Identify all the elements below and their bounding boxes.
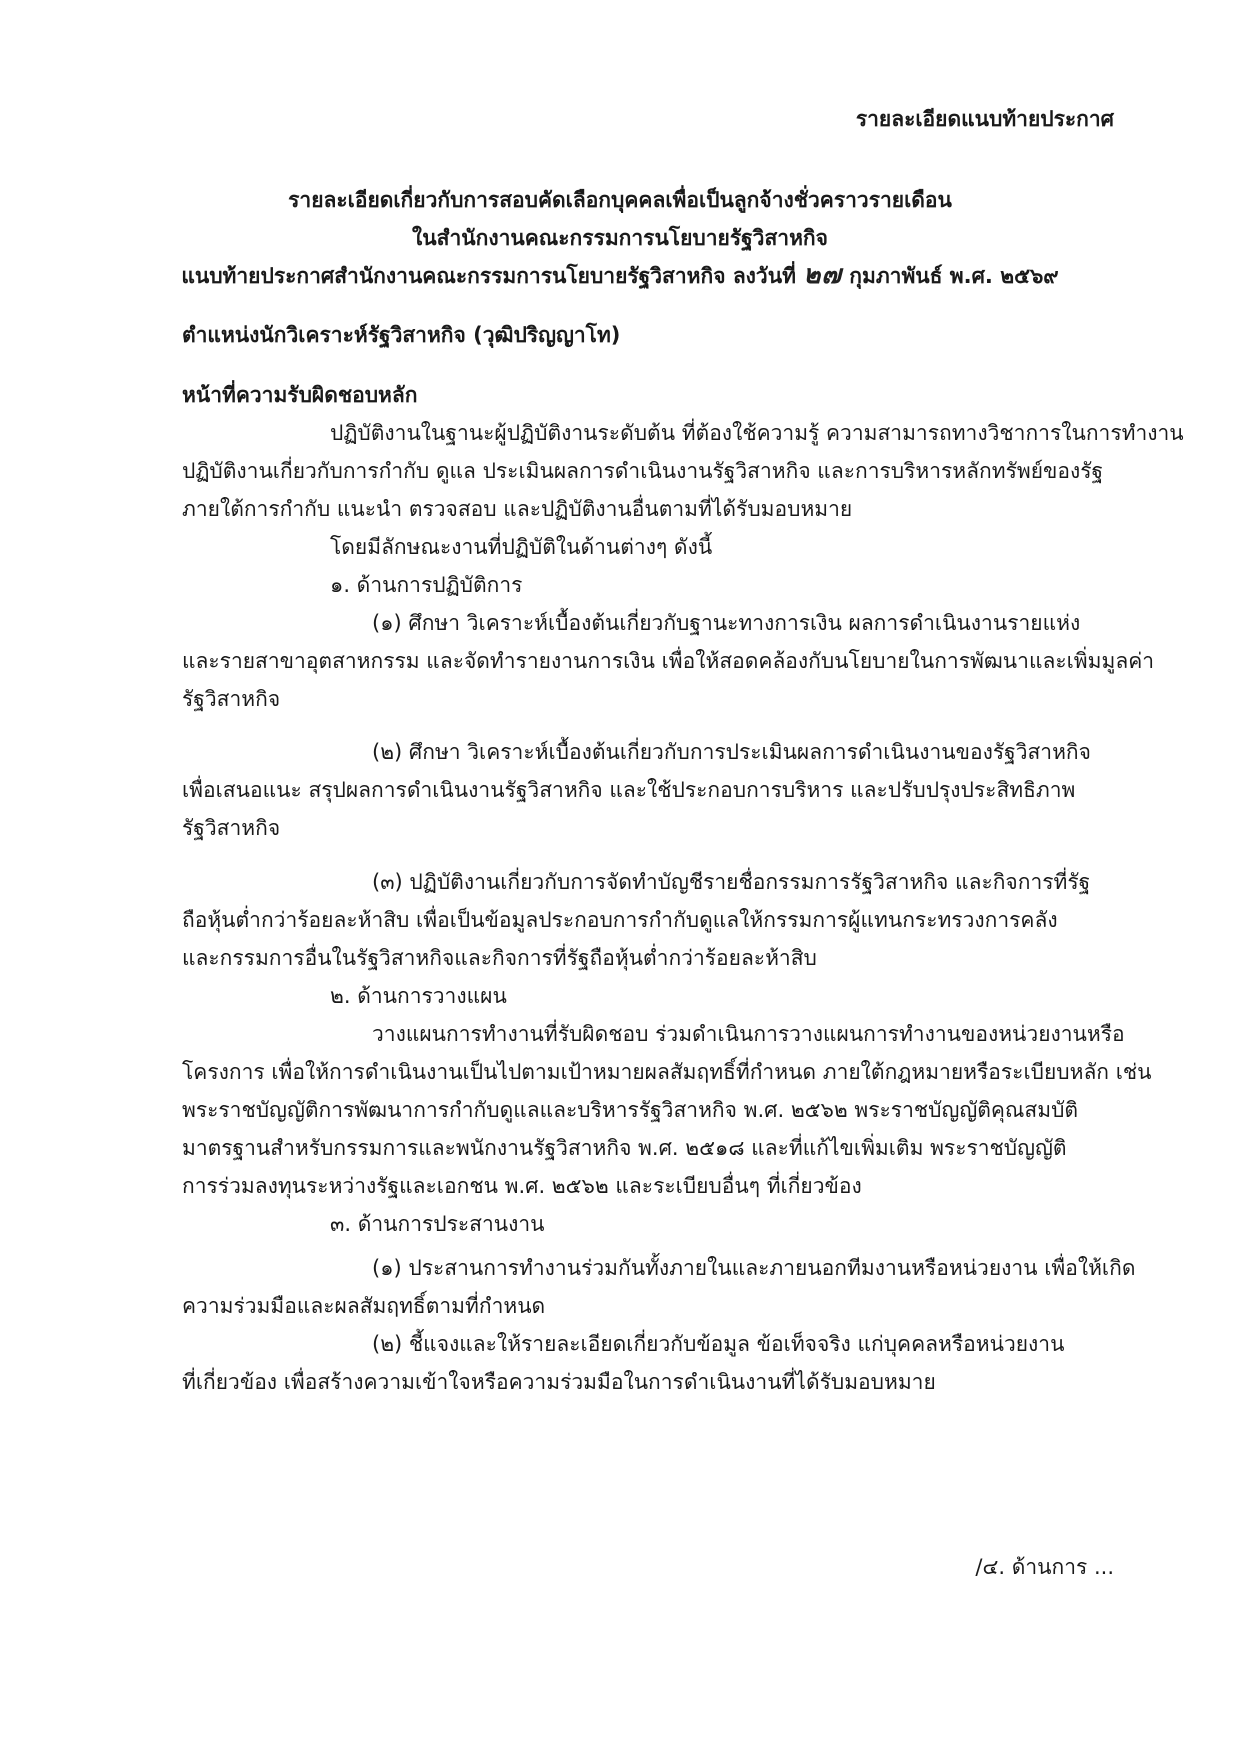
body-line: ปฏิบัติงานในฐานะผู้ปฏิบัติงานระดับต้น ที่ต้องใช้ความรู้ ความสามารถทางวิชาการในการทำงาน <box>330 421 1184 445</box>
body-line: (๓) ปฏิบัติงานเกี่ยวกับการจัดทำบัญชีรายชื่อกรรมการรัฐวิสาหกิจ และกิจการที่รัฐ <box>372 870 1091 894</box>
body-line: พระราชบัญญัติการพัฒนาการกำกับดูแลและบริหารรัฐวิสาหกิจ พ.ศ. ๒๕๖๒ พระราชบัญญัติคุณสมบัติ <box>182 1098 1079 1122</box>
body-line: และกรรมการอื่นในรัฐวิสาหกิจและกิจการที่รัฐถือหุ้นต่ำกว่าร้อยละห้าสิบ <box>182 946 817 970</box>
body-line: (๑) ประสานการทำงานร่วมกันทั้งภายในและภายนอกทีมงานหรือหน่วยงาน เพื่อให้เกิด <box>372 1256 1136 1280</box>
body-line: โครงการ เพื่อให้การดำเนินงานเป็นไปตามเป้าหมายผลสัมฤทธิ์ที่กำหนด ภายใต้กฎหมายหรือระเบียบหลัก เช่น <box>182 1060 1152 1084</box>
body-line: (๑) ศึกษา วิเคราะห์เบื้องต้นเกี่ยวกับฐานะทางการเงิน ผลการดำเนินงานรายแห่ง <box>372 611 1081 635</box>
body-line: รัฐวิสาหกิจ <box>182 687 281 711</box>
position-title: ตำแหน่งนักวิเคราะห์รัฐวิสาหกิจ (วุฒิปริญญาโท) <box>182 323 621 347</box>
body-line: ภายใต้การกำกับ แนะนำ ตรวจสอบ และปฏิบัติงานอื่นตามที่ได้รับมอบหมาย <box>182 497 853 521</box>
body-line: การร่วมลงทุนระหว่างรัฐและเอกชน พ.ศ. ๒๕๖๒ และระเบียบอื่นๆ ที่เกี่ยวข้อง <box>182 1174 862 1198</box>
body-line: และรายสาขาอุตสาหกรรม และจัดทำรายงานการเงิน เพื่อให้สอดคล้องกับนโยบายในการพัฒนาและเพิ่มมูลค่า <box>182 649 1155 673</box>
body-line: โดยมีลักษณะงานที่ปฏิบัติในด้านต่างๆ ดังนี้ <box>330 535 713 559</box>
section-heading: ๒. ด้านการวางแผน <box>330 984 507 1008</box>
body-line: มาตรฐานสำหรับกรรมการและพนักงานรัฐวิสาหกิจ พ.ศ. ๒๕๑๘ และที่แก้ไขเพิ่มเติม พระราชบัญญัติ <box>182 1136 1067 1160</box>
title-line-3-suffix: กุมภาพันธ์ พ.ศ. ๒๕๖๙ <box>849 264 1059 288</box>
body-line: (๒) ชี้แจงและให้รายละเอียดเกี่ยวกับข้อมูล ข้อเท็จจริง แก่บุคคลหรือหน่วยงาน <box>372 1332 1065 1356</box>
title-line-3-prefix: แนบท้ายประกาศสำนักงานคณะกรรมการนโยบายรัฐวิสาหกิจ ลงวันที่ <box>181 264 796 288</box>
body-line: ปฏิบัติงานเกี่ยวกับการกำกับ ดูแล ประเมินผลการดำเนินงานรัฐวิสาหกิจ และการบริหารหลักทรัพย์ของรัฐ <box>182 459 1104 483</box>
body-line: ถือหุ้นต่ำกว่าร้อยละห้าสิบ เพื่อเป็นข้อมูลประกอบการกำกับดูแลให้กรรมการผู้แทนกระทรวงการคลัง <box>182 908 1058 932</box>
body-line: วางแผนการทำงานที่รับผิดชอบ ร่วมดำเนินการวางแผนการทำงานของหน่วยงานหรือ <box>372 1022 1125 1046</box>
document-title-line-2: ในสำนักงานคณะกรรมการนโยบายรัฐวิสาหกิจ <box>412 226 828 250</box>
document-title-line-1: รายละเอียดเกี่ยวกับการสอบคัดเลือกบุคคลเพื่อเป็นลูกจ้างชั่วคราวรายเดือน <box>288 188 952 212</box>
document-title-line-3 <box>0 260 1240 291</box>
section-heading: ๓. ด้านการประสานงาน <box>330 1212 545 1236</box>
body-line: เพื่อเสนอแนะ สรุปผลการดำเนินงานรัฐวิสาหกิจ และใช้ประกอบการบริหาร และปรับปรุงประสิทธิภาพ <box>182 778 1076 802</box>
continuation-marker: /๔. ด้านการ ... <box>975 1555 1114 1579</box>
handwritten-day: ๒๗ <box>803 260 842 290</box>
body-line: ที่เกี่ยวข้อง เพื่อสร้างความเข้าใจหรือความร่วมมือในการดำเนินงานที่ได้รับมอบหมาย <box>182 1370 936 1394</box>
attachment-label: รายละเอียดแนบท้ายประกาศ <box>855 107 1114 131</box>
duties-heading: หน้าที่ความรับผิดชอบหลัก <box>182 383 418 407</box>
body-line: ความร่วมมือและผลสัมฤทธิ์ตามที่กำหนด <box>182 1294 546 1318</box>
body-line: (๒) ศึกษา วิเคราะห์เบื้องต้นเกี่ยวกับการประเมินผลการดำเนินงานของรัฐวิสาหกิจ <box>372 740 1091 764</box>
section-heading: ๑. ด้านการปฏิบัติการ <box>330 573 523 597</box>
body-line: รัฐวิสาหกิจ <box>182 816 281 840</box>
